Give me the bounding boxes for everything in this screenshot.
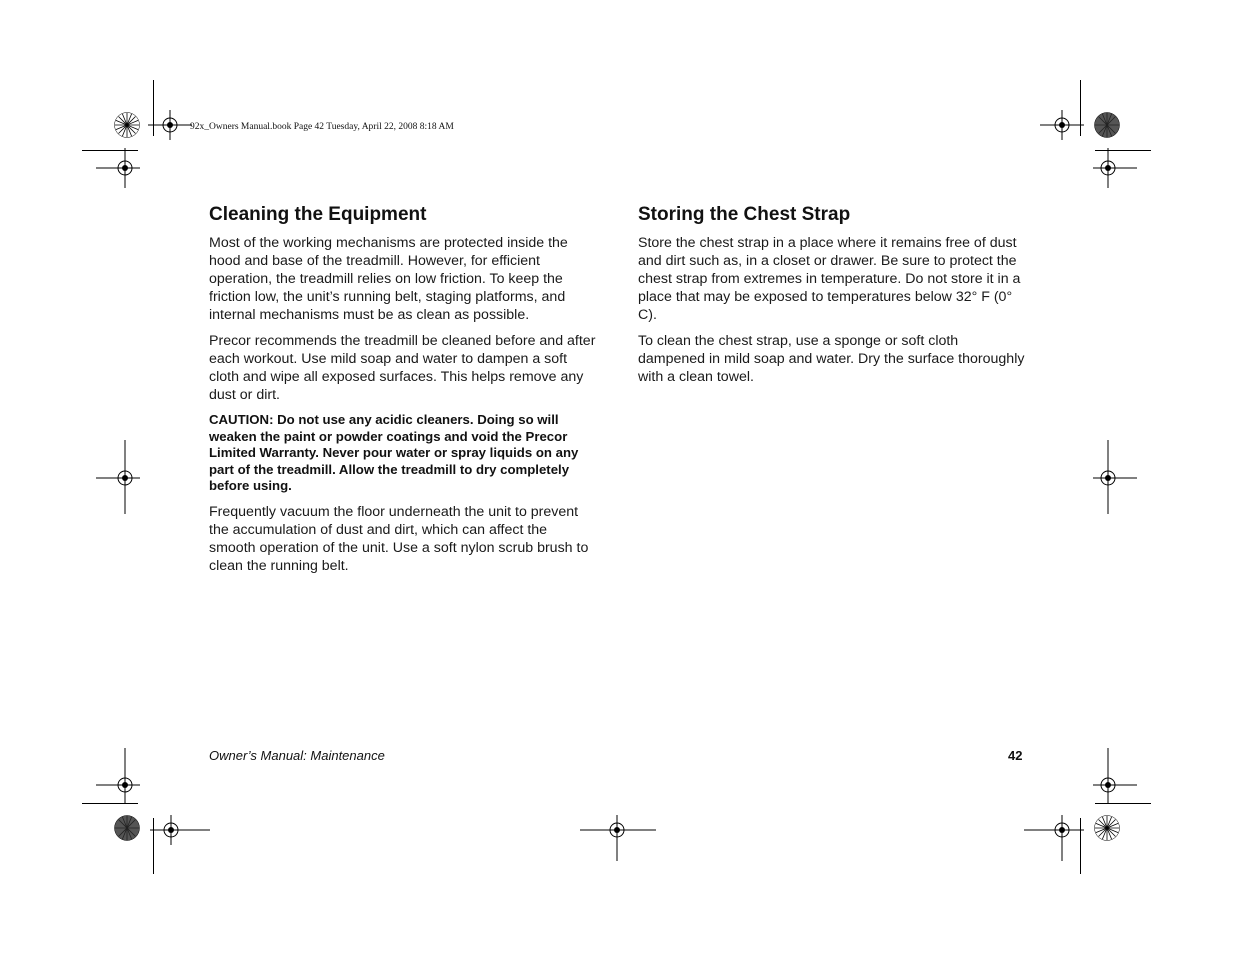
body-paragraph: To clean the chest strap, use a sponge or soft cloth dampened in mild soap and water. Dry the surface thoroughly with a clean towel. — [638, 333, 1025, 385]
registration-mark-icon — [1040, 110, 1084, 140]
starburst-icon — [1094, 112, 1120, 138]
body-paragraph: Store the chest strap in a place where it remains free of dust and dirt such as, in a closet or drawer. Be sure to protect the chest strap from extremes in temperature. Do not store it in a place that may be exposed to temperatures below 32° F (0° C). — [638, 235, 1021, 323]
registration-mark-icon — [1093, 748, 1137, 804]
page-number: 42 — [1008, 748, 1023, 763]
section-heading-cleaning: Cleaning the Equipment — [209, 204, 427, 225]
left-column — [209, 203, 597, 583]
registration-mark-icon — [96, 440, 140, 514]
body-paragraph: Most of the working mechanisms are protected inside the hood and base of the treadmill. However, for efficient operation, the treadmill relies on low friction. To keep the friction low, the unit’s running belt, staging platforms, and internal mechanisms must be as clean as possible. — [209, 235, 568, 323]
section-heading-storing: Storing the Chest Strap — [638, 204, 851, 225]
starburst-icon — [114, 112, 140, 138]
registration-mark-icon — [96, 148, 140, 188]
registration-mark-icon — [148, 110, 192, 140]
body-paragraph: Precor recommends the treadmill be cleaned before and after each workout. Use mild soap and water to dampen a soft cloth and wipe all exposed surfaces. This helps remove any dust or dirt. — [209, 333, 596, 403]
registration-mark-icon — [96, 748, 140, 804]
starburst-icon — [114, 815, 140, 841]
starburst-icon — [1094, 815, 1120, 841]
registration-mark-icon — [580, 815, 656, 861]
footer-section-title: Owner’s Manual: Maintenance — [209, 748, 385, 763]
body-paragraph: Frequently vacuum the floor underneath the unit to prevent the accumulation of dust and dirt, which can affect the smooth operation of the unit. Use a soft nylon scrub brush to clean the running belt. — [209, 503, 589, 574]
registration-mark-icon — [1093, 148, 1137, 188]
caution-paragraph: CAUTION: Do not use any acidic cleaners. Doing so will weaken the paint or powder coatings and void the Precor Limited Warranty. Never pour water or spray liquids on any part of the treadmill. Allow the treadmill to dry completely before using. — [209, 412, 579, 493]
registration-mark-icon — [150, 815, 210, 845]
right-column — [638, 203, 1026, 394]
slug-line: 92x_Owners Manual.book Page 42 Tuesday, April 22, 2008 8:18 AM — [190, 122, 454, 132]
registration-mark-icon — [1024, 815, 1084, 861]
registration-mark-icon — [1093, 440, 1137, 514]
